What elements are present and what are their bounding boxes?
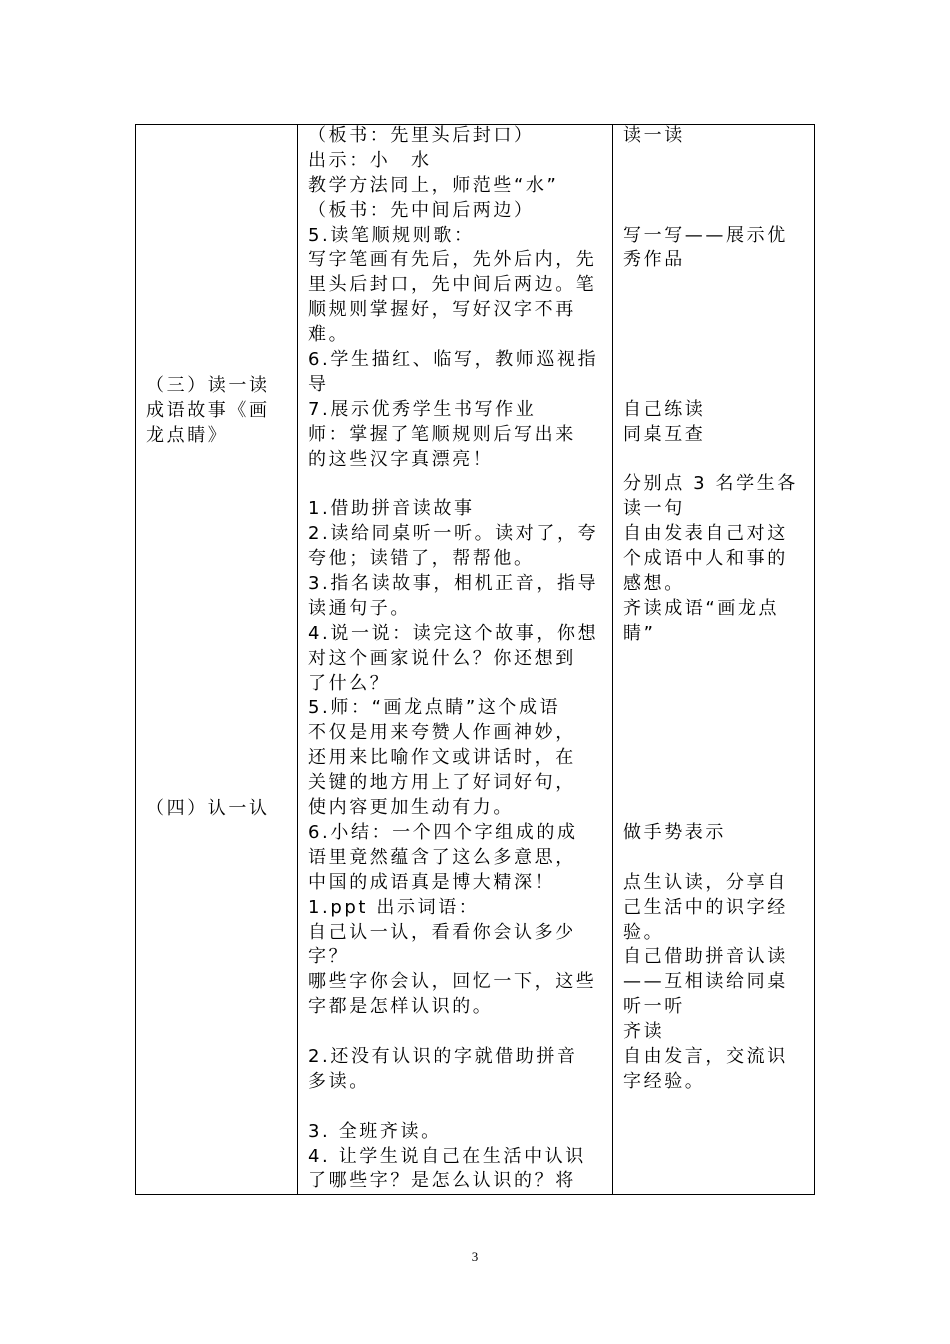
student-activity-line <box>623 746 813 771</box>
teacher-activity-line: 关键的地方用上了好词好句， <box>308 772 576 794</box>
section-label-line: 成语故事《画 <box>146 399 270 421</box>
teacher-activity-column <box>308 124 608 1194</box>
teacher-activity-line: 1.借助拼音读故事 <box>308 498 475 520</box>
teacher-activity-line: 5.读笔顺规则歌： <box>308 224 475 246</box>
student-activity-line: 感想。 <box>623 573 685 595</box>
teacher-activity-line <box>308 1020 608 1045</box>
section-label-line: （三）读一读 <box>146 375 270 396</box>
student-activity-line <box>623 373 813 398</box>
student-activity-line <box>623 696 813 721</box>
teacher-activity-line: 写字笔画有先后，先外后内，先 <box>308 249 597 271</box>
teacher-activity-line: 哪些字你会认，回忆一下，这些 <box>308 971 597 993</box>
teacher-activity-line: 师：掌握了笔顺规则后写出来 <box>308 423 576 445</box>
teacher-activity-line: 1.ppt 出示词语： <box>308 896 480 918</box>
teacher-activity-line: 里头后封口，先中间后两边。笔 <box>308 274 597 296</box>
section-label-line: 龙点睛》 <box>146 424 229 446</box>
teacher-activity-line: 读通句子。 <box>308 597 411 619</box>
student-activity-line: 读一句 <box>623 498 685 520</box>
teacher-activity-line: （板书：先中间后两边） <box>308 199 535 221</box>
column-divider <box>297 125 298 1194</box>
teacher-activity-line: 4.说一说：读完这个故事，你想 <box>308 622 599 644</box>
teacher-activity-line: 5.师：“画龙点睛”这个成语 <box>308 697 561 719</box>
teacher-activity-line: 6.小结：一个四个字组成的成 <box>308 821 578 843</box>
student-activity-line <box>623 796 813 821</box>
student-activity-column <box>623 124 813 1095</box>
student-activity-line: 分别点 3 名学生各 <box>623 473 798 495</box>
teacher-activity-line: 了哪些字？是怎么认识的？将 <box>308 1170 576 1192</box>
teacher-activity-line: 出示：小 水 <box>308 149 432 171</box>
teacher-activity-line: 3. 全班齐读。 <box>308 1120 442 1142</box>
teacher-activity-line: 4. 让学生说自己在生活中认识 <box>308 1145 586 1167</box>
teacher-activity-line: 7.展示优秀学生书写作业 <box>308 398 537 420</box>
student-activity-line: 读一读 <box>623 125 685 146</box>
student-activity-line <box>623 199 813 224</box>
student-activity-line <box>623 846 813 871</box>
student-activity-line: ——互相读给同桌 <box>623 971 788 993</box>
student-activity-line: 秀作品 <box>623 249 685 271</box>
teacher-activity-line: 使内容更加生动有力。 <box>308 797 514 819</box>
section-4-label <box>146 797 270 822</box>
student-activity-line: 己生活中的识字经 <box>623 896 788 918</box>
teacher-activity-line: 字？ <box>308 946 350 968</box>
teacher-activity-line: 多读。 <box>308 1070 370 1092</box>
student-activity-line <box>623 647 813 672</box>
teacher-activity-line: 自己认一认，看看你会认多少 <box>308 921 576 943</box>
teacher-activity-line: 对这个画家说什么？你还想到 <box>308 647 576 669</box>
teacher-activity-line: 中国的成语真是博大精深！ <box>308 871 556 893</box>
teacher-activity-line <box>308 1095 608 1120</box>
teacher-activity-line: 3.指名读故事，相机正音，指导 <box>308 573 599 595</box>
teacher-activity-line: 导 <box>308 373 329 395</box>
student-activity-line: 自由发言，交流识 <box>623 1045 788 1067</box>
student-activity-line <box>623 273 813 298</box>
student-activity-line <box>623 348 813 373</box>
student-activity-line: 自己练读 <box>623 398 706 420</box>
student-activity-line: 自己借助拼音认读 <box>623 946 788 968</box>
student-activity-line: 写一写——展示优 <box>623 224 788 246</box>
teacher-activity-line: （板书：先里头后封口） <box>308 125 535 146</box>
student-activity-line <box>623 149 813 174</box>
lesson-plan-table <box>135 124 815 1195</box>
teacher-activity-line: 了什么？ <box>308 672 391 694</box>
student-activity-line: 字经验。 <box>623 1070 706 1092</box>
teacher-activity-line: 难。 <box>308 324 350 346</box>
teacher-activity-line: 顺规则掌握好，写好汉字不再 <box>308 299 576 321</box>
student-activity-line <box>623 174 813 199</box>
teacher-activity-line: 2.读给同桌听一听。读对了，夸 <box>308 523 599 545</box>
student-activity-line <box>623 721 813 746</box>
teacher-activity-line: 的这些汉字真漂亮！ <box>308 448 494 470</box>
teacher-activity-line: 语里竟然蕴含了这么多意思， <box>308 846 576 868</box>
student-activity-line <box>623 448 813 473</box>
teacher-activity-line: 教学方法同上，师范些“水” <box>308 174 559 196</box>
section-label-line: （四）认一认 <box>146 798 270 819</box>
teacher-activity-line: 2.还没有认识的字就借助拼音 <box>308 1045 578 1067</box>
student-activity-line: 齐读 <box>623 1021 665 1043</box>
section-3-label <box>146 374 270 449</box>
student-activity-line <box>623 672 813 697</box>
student-activity-line: 自由发表自己对这 <box>623 523 788 545</box>
student-activity-line <box>623 771 813 796</box>
column-divider <box>612 125 613 1194</box>
teacher-activity-line: 不仅是用来夸赞人作画神妙， <box>308 722 576 744</box>
student-activity-line: 个成语中人和事的 <box>623 548 788 570</box>
teacher-activity-line <box>308 472 608 497</box>
student-activity-line: 睛” <box>623 622 656 644</box>
student-activity-line <box>623 298 813 323</box>
student-activity-line: 验。 <box>623 921 665 943</box>
student-activity-line: 听一听 <box>623 996 685 1018</box>
student-activity-line: 做手势表示 <box>623 821 726 843</box>
student-activity-line: 齐读成语“画龙点 <box>623 597 780 619</box>
student-activity-line: 同桌互查 <box>623 423 706 445</box>
teacher-activity-line: 字都是怎样认识的。 <box>308 996 494 1018</box>
teacher-activity-line: 夸他；读错了，帮帮他。 <box>308 548 535 570</box>
page-number: 3 <box>471 1249 479 1264</box>
teacher-activity-line: 还用来比喻作文或讲话时，在 <box>308 747 576 769</box>
student-activity-line <box>623 323 813 348</box>
teacher-activity-line: 6.学生描红、临写，教师巡视指 <box>308 349 599 371</box>
student-activity-line: 点生认读，分享自 <box>623 871 788 893</box>
